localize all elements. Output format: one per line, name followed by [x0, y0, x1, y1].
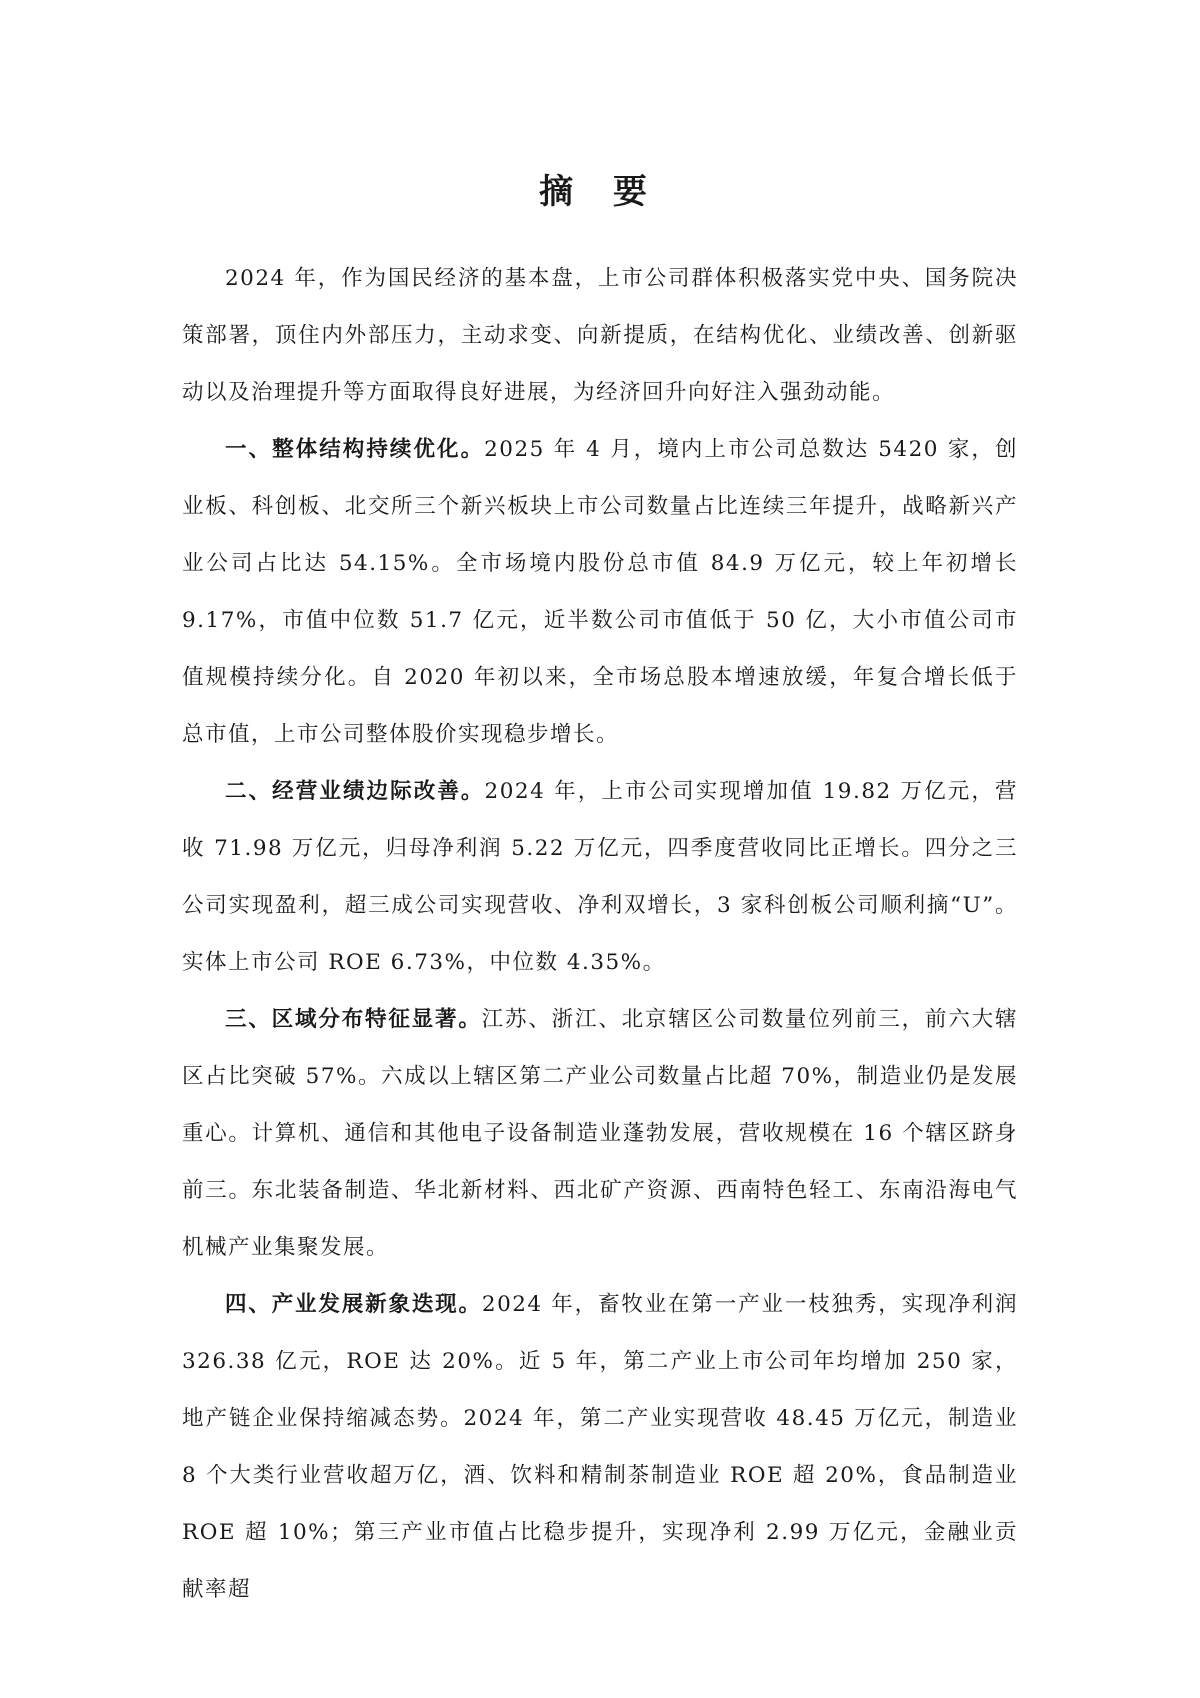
paragraph-text: 2025 年 4 月，境内上市公司总数达 5420 家，创业板、科创板、北交所三个新兴板块上市公司数量占比连续三年提升，战略新兴产业公司占比达 54.15%。全市场境内股份总市值 84.9 万亿元，较上年初增长 9.17%，市值中位数 51.7 亿元，近半数公司市值低于 50 亿，大小市值公司市值规模持续分化。自 2020 年初以来，全市场总股本增速放缓，年复合增长低于总市值，上市公司整体股价实现稳步增长。 — [182, 437, 1018, 747]
paragraph-performance — [182, 763, 1018, 991]
document-body — [182, 250, 1018, 1618]
paragraph-regions — [182, 991, 1018, 1276]
paragraph-text: 2024 年，上市公司实现增加值 19.82 万亿元，营收 71.98 万亿元，归母净利润 5.22 万亿元，四季度营收同比正增长。四分之三公司实现盈利，超三成公司实现营收、净利双增长，3 家科创板公司顺利摘“U”。实体上市公司 ROE 6.73%，中位数 4.35%。 — [182, 779, 1018, 975]
paragraph-heading: 二、经营业绩边际改善。 — [225, 779, 485, 804]
paragraph-text: 2024 年，畜牧业在第一产业一枝独秀，实现净利润 326.38 亿元，ROE 达 20%。近 5 年，第二产业上市公司年均增加 250 家，地产链企业保持缩减态势。2024 年，第二产业实现营收 48.45 万亿元，制造业 8 个大类行业营收超万亿，酒、饮料和精制茶制造业 ROE 超 20%，食品制造业 ROE 超 10%；第三产业市值占比稳步提升，实现净利 2.99 万亿元，金融业贡献率超 — [182, 1292, 1018, 1602]
paragraph-heading: 三、区域分布特征显著。 — [225, 1007, 482, 1032]
paragraph-heading: 一、整体结构持续优化。 — [225, 437, 485, 462]
page-title: 摘 要 — [539, 172, 661, 212]
paragraph-heading: 四、产业发展新象迭现。 — [225, 1292, 482, 1317]
paragraph-text: 江苏、浙江、北京辖区公司数量位列前三，前六大辖区占比突破 57%。六成以上辖区第二产业公司数量占比超 70%，制造业仍是发展重心。计算机、通信和其他电子设备制造业蓬勃发展，营收规模在 16 个辖区跻身前三。东北装备制造、华北新材料、西北矿产资源、西南特色轻工、东南沿海电气机械产业集聚发展。 — [182, 1007, 1018, 1260]
paragraph-structure — [182, 421, 1018, 763]
paragraph-intro — [182, 250, 1018, 421]
paragraph-text: 2024 年，作为国民经济的基本盘，上市公司群体积极落实党中央、国务院决策部署，顶住内外部压力，主动求变、向新提质，在结构优化、业绩改善、创新驱动以及治理提升等方面取得良好进展，为经济回升向好注入强劲动能。 — [182, 266, 1018, 405]
paragraph-industry — [182, 1276, 1018, 1618]
